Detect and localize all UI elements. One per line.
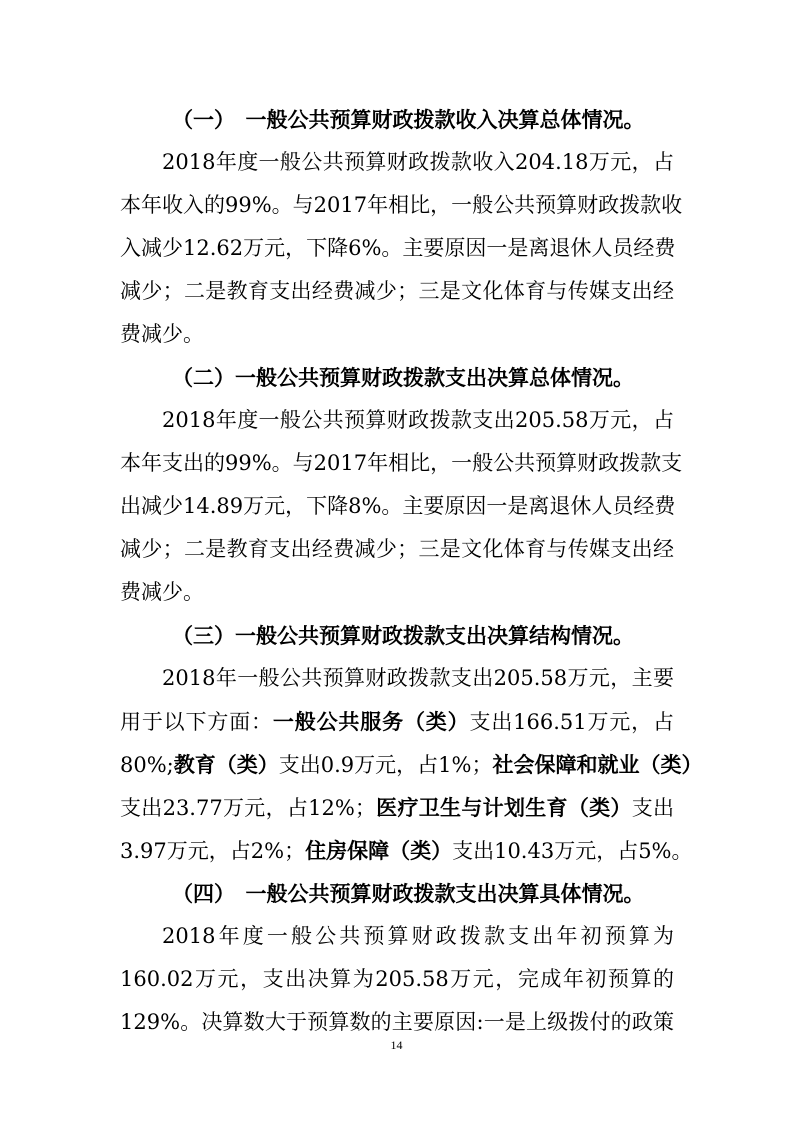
paragraph-line	[120, 829, 693, 872]
paragraph-line: 160.02万元，支出决算为205.58万元，完成年初预算的	[120, 967, 674, 991]
paragraph-line: 出减少14.89万元，下降8%。主要原因一是离退休人员经费	[120, 494, 676, 518]
section-heading-1: （一） 一般公共预算财政拨款收入决算总体情况。	[172, 107, 645, 132]
paragraph-line: 2018年度一般公共预算财政拨款收入204.18万元，占	[162, 150, 674, 174]
category-general-public-services: 一般公共服务（类）	[272, 709, 470, 734]
paragraph-line: 入减少12.62万元，下降6%。主要原因一是离退休人员经费	[120, 236, 676, 260]
paragraph-line: 129%。决算数大于预算数的主要原因:一是上级拨付的政策	[120, 1010, 674, 1034]
paragraph-line: 2018年度一般公共预算财政拨款支出205.58万元，占	[162, 408, 674, 432]
paragraph-line: 费减少。	[120, 322, 204, 346]
text-run: 支出23.77万元，占12%；	[120, 796, 376, 820]
text-run: 支出0.9万元，占1%；	[278, 753, 493, 777]
section-heading-2: （二）一般公共预算财政拨款支出决算总体情况。	[172, 365, 634, 390]
paragraph-line: 减少；二是教育支出经费减少；三是文化体育与传媒支出经	[120, 537, 674, 561]
category-education: 教育（类）	[173, 752, 279, 777]
text-run: 80%;	[120, 753, 174, 777]
text-run: 用于以下方面：	[120, 710, 273, 734]
text-run: 支出10.43万元，占5%。	[452, 839, 693, 863]
page-body	[120, 98, 703, 1044]
section-heading-4: （四） 一般公共预算财政拨款支出决算具体情况。	[172, 881, 645, 906]
paragraph-line: 本年收入的99%。与2017年相比，一般公共预算财政拨款收	[120, 193, 683, 217]
section-heading-3: （三）一般公共预算财政拨款支出决算结构情况。	[172, 623, 634, 648]
paragraph-line: 2018年度一般公共预算财政拨款支出年初预算为	[162, 924, 674, 948]
page-number: 14	[390, 1038, 403, 1052]
paragraph-line: 本年支出的99%。与2017年相比，一般公共预算财政拨款支	[120, 451, 683, 475]
category-housing-security: 住房保障（类）	[305, 838, 453, 863]
category-social-security-employment: 社会保障和就业（类）	[492, 752, 703, 777]
text-run: 3.97万元，占2%；	[120, 839, 306, 863]
paragraph-line	[120, 700, 674, 743]
text-run: 支出	[631, 796, 675, 820]
category-health-family-planning: 医疗卫生与计划生育（类）	[375, 795, 632, 820]
paragraph-line: 2018年一般公共预算财政拨款支出205.58万元，主要	[162, 666, 674, 690]
paragraph-line	[120, 786, 674, 829]
paragraph-line: 减少；二是教育支出经费减少；三是文化体育与传媒支出经	[120, 279, 674, 303]
paragraph-line	[120, 743, 703, 786]
text-run: 支出166.51万元，占	[469, 710, 675, 734]
paragraph-line: 费减少。	[120, 580, 204, 604]
